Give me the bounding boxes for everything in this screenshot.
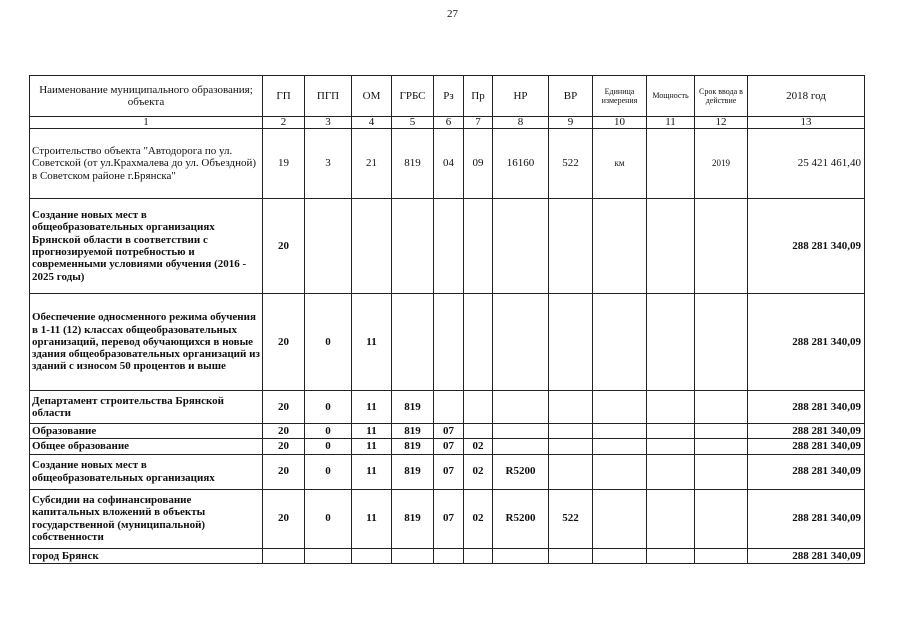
cell-grbs: 819	[392, 439, 434, 454]
cell-nr: R5200	[493, 454, 549, 489]
row-name: Строительство объекта "Автодорога по ул. Советской (от ул.Крахмалева до ул. Объездной) в Советском районе г.Брянска"	[30, 129, 263, 199]
column-number: 8	[493, 117, 549, 129]
cell-ppgp: 0	[305, 294, 352, 391]
budget-table	[29, 75, 865, 564]
header-term: Срок ввода в действие	[695, 76, 748, 117]
cell-nr	[493, 391, 549, 424]
column-number: 6	[434, 117, 464, 129]
table-row	[30, 439, 865, 454]
table-row	[30, 294, 865, 391]
column-number-row	[30, 117, 865, 129]
cell-unit	[593, 439, 647, 454]
cell-gp: 20	[263, 391, 305, 424]
cell-om: 11	[352, 439, 392, 454]
cell-pr	[464, 424, 493, 439]
column-number: 5	[392, 117, 434, 129]
cell-vr	[549, 391, 593, 424]
cell-rz	[434, 199, 464, 294]
header-unit: Единица измерения	[593, 76, 647, 117]
row-name: Обеспечение односменного режима обучения в 1-11 (12) классах общеобразовательных организаций, перевод обучающихся в новые здания общеобразовательных организаций из зданий с износом 50 процентов и выше	[30, 294, 263, 391]
cell-capacity	[647, 199, 695, 294]
cell-rz: 07	[434, 454, 464, 489]
cell-om	[352, 548, 392, 563]
cell-unit	[593, 454, 647, 489]
cell-unit	[593, 424, 647, 439]
header-rz: Рз	[434, 76, 464, 117]
cell-om: 11	[352, 294, 392, 391]
column-number: 13	[748, 117, 865, 129]
cell-pr: 02	[464, 489, 493, 548]
cell-vr: 522	[549, 129, 593, 199]
cell-amount: 288 281 340,09	[748, 489, 865, 548]
cell-unit	[593, 199, 647, 294]
column-number: 2	[263, 117, 305, 129]
cell-capacity	[647, 391, 695, 424]
cell-term	[695, 454, 748, 489]
cell-pr	[464, 199, 493, 294]
header-row	[30, 76, 865, 117]
cell-rz: 07	[434, 424, 464, 439]
cell-om: 11	[352, 454, 392, 489]
cell-term: 2019	[695, 129, 748, 199]
cell-pr: 09	[464, 129, 493, 199]
cell-amount: 288 281 340,09	[748, 454, 865, 489]
header-gp: ГП	[263, 76, 305, 117]
cell-grbs: 819	[392, 454, 434, 489]
cell-nr	[493, 294, 549, 391]
row-name: Создание новых мест в общеобразовательных организациях Брянской области в соответствии с прогнозируемой потребностью и современными условиями обучения (2016 - 2025 годы)	[30, 199, 263, 294]
cell-amount: 25 421 461,40	[748, 129, 865, 199]
row-name: Департамент строительства Брянской области	[30, 391, 263, 424]
row-name: Образование	[30, 424, 263, 439]
cell-amount: 288 281 340,09	[748, 548, 865, 563]
cell-grbs	[392, 548, 434, 563]
header-nr: НР	[493, 76, 549, 117]
cell-gp	[263, 548, 305, 563]
cell-term	[695, 548, 748, 563]
page-number: 27	[447, 8, 458, 20]
header-grbs: ГРБС	[392, 76, 434, 117]
row-name: Субсидии на софинансирование капитальных вложений в объекты государственной (муниципальной) собственности	[30, 489, 263, 548]
cell-capacity	[647, 294, 695, 391]
cell-gp: 19	[263, 129, 305, 199]
cell-capacity	[647, 439, 695, 454]
column-number: 4	[352, 117, 392, 129]
header-ppgp: ПГП	[305, 76, 352, 117]
column-number: 10	[593, 117, 647, 129]
cell-rz	[434, 391, 464, 424]
cell-gp: 20	[263, 199, 305, 294]
cell-vr	[549, 199, 593, 294]
row-name: Создание новых мест в общеобразовательных организациях	[30, 454, 263, 489]
cell-rz	[434, 294, 464, 391]
cell-term	[695, 424, 748, 439]
table-row	[30, 129, 865, 199]
cell-ppgp: 0	[305, 489, 352, 548]
cell-om	[352, 199, 392, 294]
cell-term	[695, 199, 748, 294]
cell-vr	[549, 454, 593, 489]
table-row	[30, 489, 865, 548]
cell-amount: 288 281 340,09	[748, 294, 865, 391]
table-row	[30, 454, 865, 489]
table-row	[30, 199, 865, 294]
cell-unit: км	[593, 129, 647, 199]
cell-rz: 07	[434, 439, 464, 454]
header-year: 2018 год	[748, 76, 865, 117]
cell-capacity	[647, 548, 695, 563]
cell-rz	[434, 548, 464, 563]
cell-grbs	[392, 294, 434, 391]
cell-grbs	[392, 199, 434, 294]
cell-term	[695, 439, 748, 454]
cell-pr	[464, 548, 493, 563]
cell-term	[695, 489, 748, 548]
cell-gp: 20	[263, 439, 305, 454]
cell-ppgp	[305, 548, 352, 563]
column-number: 3	[305, 117, 352, 129]
cell-om: 11	[352, 391, 392, 424]
cell-unit	[593, 391, 647, 424]
cell-capacity	[647, 489, 695, 548]
cell-capacity	[647, 424, 695, 439]
cell-ppgp: 3	[305, 129, 352, 199]
cell-ppgp: 0	[305, 424, 352, 439]
header-vr: ВР	[549, 76, 593, 117]
cell-pr	[464, 294, 493, 391]
cell-om: 11	[352, 489, 392, 548]
table-row	[30, 548, 865, 563]
column-number: 9	[549, 117, 593, 129]
cell-rz: 04	[434, 129, 464, 199]
cell-unit	[593, 548, 647, 563]
cell-unit	[593, 294, 647, 391]
row-name: город Брянск	[30, 548, 263, 563]
cell-grbs: 819	[392, 424, 434, 439]
cell-amount: 288 281 340,09	[748, 199, 865, 294]
cell-gp: 20	[263, 454, 305, 489]
cell-gp: 20	[263, 489, 305, 548]
column-number: 12	[695, 117, 748, 129]
cell-grbs: 819	[392, 129, 434, 199]
cell-gp: 20	[263, 294, 305, 391]
cell-om: 11	[352, 424, 392, 439]
row-name: Общее образование	[30, 439, 263, 454]
column-number: 1	[30, 117, 263, 129]
cell-term	[695, 294, 748, 391]
cell-nr: 16160	[493, 129, 549, 199]
cell-grbs: 819	[392, 391, 434, 424]
cell-capacity	[647, 129, 695, 199]
cell-grbs: 819	[392, 489, 434, 548]
cell-nr	[493, 548, 549, 563]
cell-ppgp: 0	[305, 454, 352, 489]
cell-unit	[593, 489, 647, 548]
cell-vr	[549, 294, 593, 391]
cell-rz: 07	[434, 489, 464, 548]
cell-nr	[493, 424, 549, 439]
cell-vr	[549, 439, 593, 454]
cell-pr: 02	[464, 439, 493, 454]
cell-pr	[464, 391, 493, 424]
cell-nr	[493, 199, 549, 294]
header-pr: Пр	[464, 76, 493, 117]
cell-term	[695, 391, 748, 424]
table-row	[30, 391, 865, 424]
table-row	[30, 424, 865, 439]
cell-vr	[549, 548, 593, 563]
cell-ppgp: 0	[305, 391, 352, 424]
header-name: Наименование муниципального образования; объекта	[30, 76, 263, 117]
cell-om: 21	[352, 129, 392, 199]
header-om: ОМ	[352, 76, 392, 117]
cell-capacity	[647, 454, 695, 489]
cell-amount: 288 281 340,09	[748, 391, 865, 424]
cell-ppgp	[305, 199, 352, 294]
cell-amount: 288 281 340,09	[748, 424, 865, 439]
column-number: 11	[647, 117, 695, 129]
cell-ppgp: 0	[305, 439, 352, 454]
cell-vr	[549, 424, 593, 439]
cell-nr: R5200	[493, 489, 549, 548]
cell-amount: 288 281 340,09	[748, 439, 865, 454]
cell-nr	[493, 439, 549, 454]
cell-pr: 02	[464, 454, 493, 489]
cell-vr: 522	[549, 489, 593, 548]
cell-gp: 20	[263, 424, 305, 439]
column-number: 7	[464, 117, 493, 129]
header-capacity: Мощность	[647, 76, 695, 117]
